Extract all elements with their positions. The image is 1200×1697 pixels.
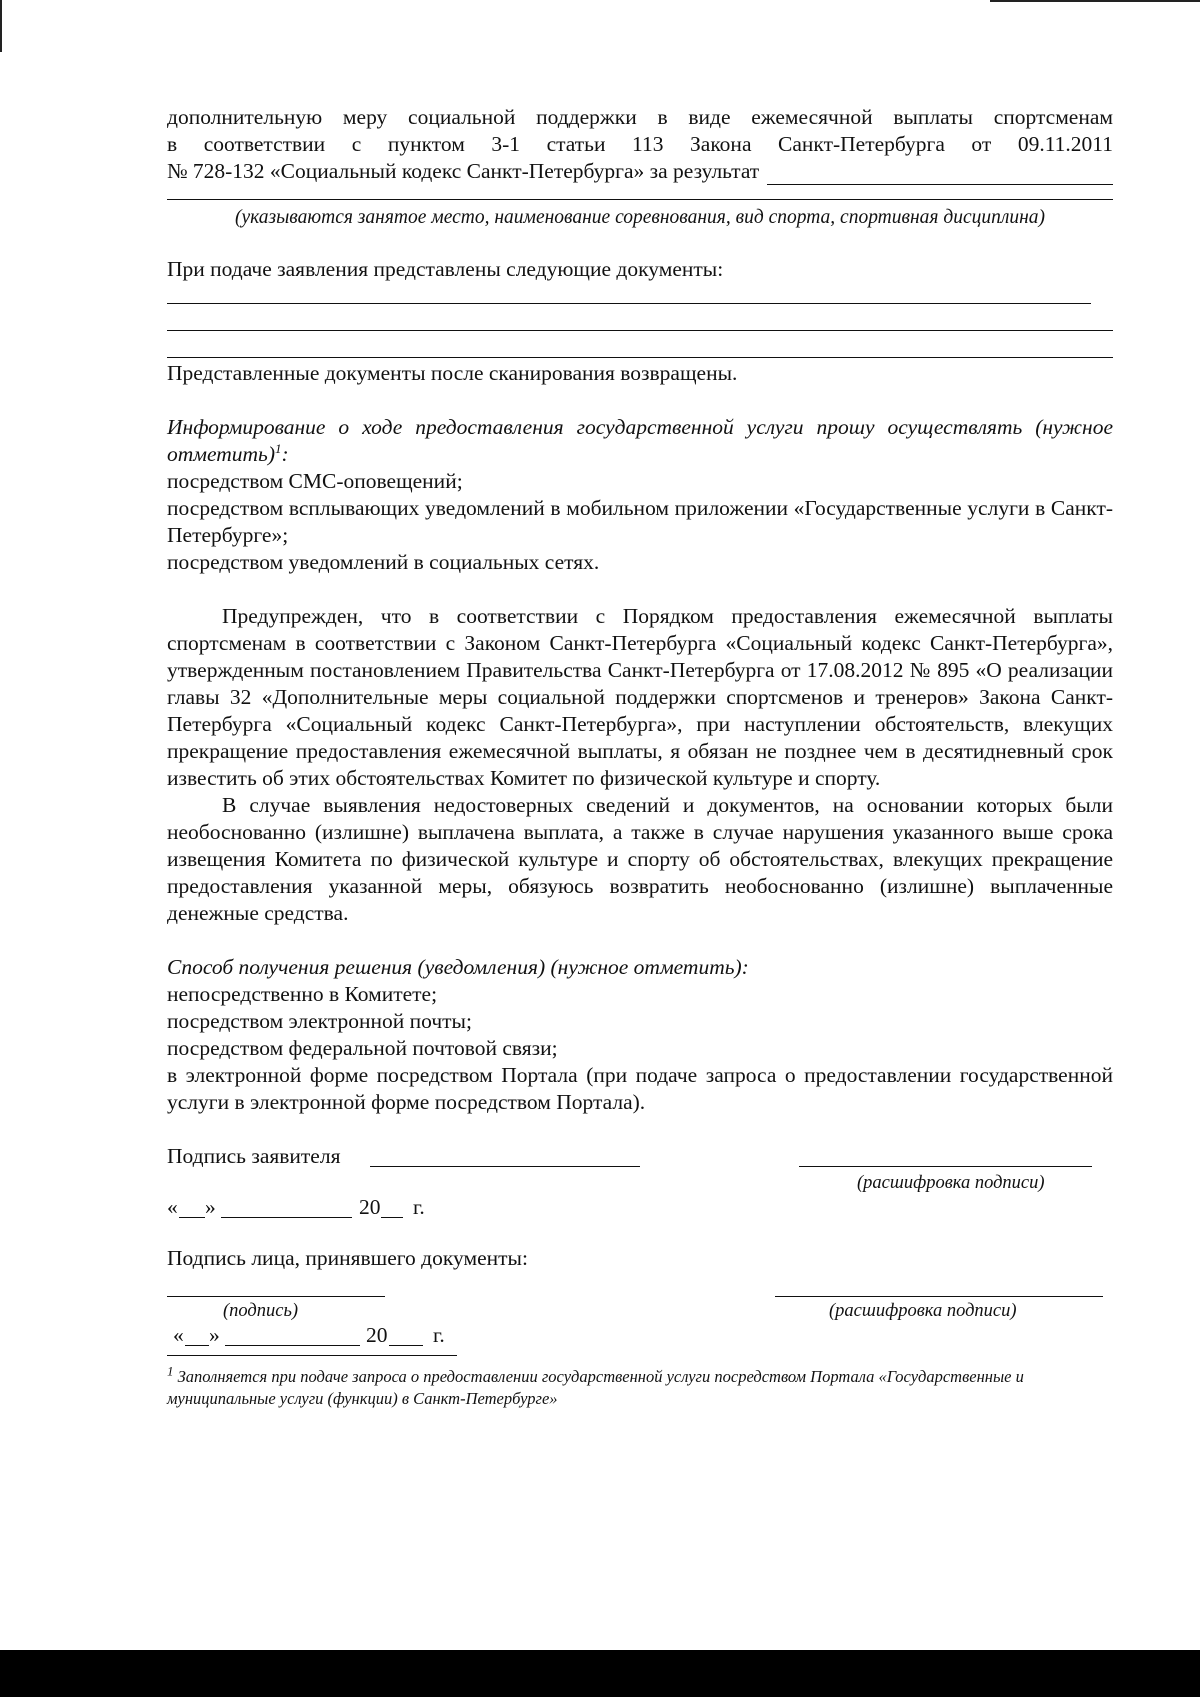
documents-line-1[interactable] [167,303,1091,304]
inform-footnote-mark: 1 [275,440,282,456]
inform-option-social[interactable]: посредством уведомлений в социальных сетях. [167,550,600,574]
warning-paragraph-1: Предупрежден, что в соответствии с Порядком предоставления ежемесячной выплаты спортсменам в соответствии с Законом Санкт-Петербурга «Социальный кодекс Санкт-Петербурга», утвержденным постановлением Правительства Санкт-Петербурга от 17.08.2012 № 895 «О реализации главы 32 «Дополнительные меры социальной поддержки спортсменов и тренеров» Закона Санкт-Петербурга «Социальный кодекс Санкт-Петербурга», при наступлении обстоятельств, влекущих прекращение предоставления ежемесячной выплаты, я обязан не позднее чем в десятидневный срок известить об этих обстоятельствах Комитет по физической культуре и спорту. [167,604,1113,790]
receiver-date-quote-open: « [173,1323,184,1347]
inform-option-sms[interactable]: посредством СМС-оповещений; [167,469,463,493]
footnote-mark: 1 [167,1363,174,1379]
applicant-decode-line[interactable] [799,1148,1092,1167]
documents-returned: Представленные документы после сканирования возвращены. [167,361,738,385]
applicant-signature-row [167,1143,1113,1170]
inform-option-app[interactable]: посредством всплывающих уведомлений в мобильном приложении «Государственные услуги в Санкт-Петербурге»; [167,496,1113,547]
applicant-date-year-prefix: 20 [359,1195,381,1219]
warning-paragraph-2: В случае выявления недостоверных сведений и документов, на основании которых были необоснованно (излишне) выплачена выплата, а также в случае нарушения указанного выше срока извещения Комитета по физической культуре и спорту об обстоятельствах, влекущих прекращение предоставления указанной меры, обязуюсь возвратить необоснованно (излишне) выплаченные денежные средства. [167,793,1113,925]
receiver-date-year-prefix: 20 [366,1323,388,1347]
applicant-date-day-line[interactable] [179,1199,205,1218]
decision-option-email[interactable]: посредством электронной почты; [167,1009,472,1033]
result-input-line-2[interactable] [167,199,1113,200]
header-paragraph [167,104,1113,185]
inform-title-text: Информирование о ходе предоставления государственной услуги прошу осуществлять (нужное отметить) [167,415,1113,466]
documents-line-3[interactable] [167,357,1113,358]
applicant-signature-line[interactable] [370,1148,640,1167]
receiver-decode-hint: (расшифровка подписи) [829,1301,1017,1321]
documents-intro: При подаче заявления представлены следующие документы: [167,257,724,281]
header-line-1: дополнительную меру социальной поддержки в виде ежемесячной выплаты спортсменам [167,105,1113,129]
header-line-3-text: № 728-132 «Социальный кодекс Санкт-Петербурга» за результат [167,159,760,183]
receiver-date-year-line[interactable] [389,1327,423,1346]
footnote [167,1363,1113,1410]
applicant-date-month-line[interactable] [221,1199,352,1218]
applicant-decode-hint: (расшифровка подписи) [857,1173,1045,1193]
header-line-2: в соответствии с пунктом 3-1 статьи 113 Закона Санкт-Петербурга от 09.11.2011 [167,132,1113,156]
inform-title [167,414,1113,468]
decision-option-portal[interactable]: в электронной форме посредством Портала (при подаче запроса о предоставлении государственной услуги в электронной форме посредством Портала). [167,1063,1113,1114]
result-hint: (указываются занятое место, наименование соревнования, вид спорта, спортивная дисциплина) [234,207,1046,228]
applicant-date-year-line[interactable] [381,1199,403,1218]
applicant-signature-label: Подпись заявителя [167,1144,341,1168]
applicant-decode-hint-row [167,1170,1113,1192]
decision-title: Способ получения решения (уведомления) (нужное отметить): [167,955,749,979]
receiver-hints-row [167,1298,1113,1322]
scan-border-left [0,0,2,52]
applicant-date-quote-close: » [205,1195,216,1219]
footnote-text: Заполняется при подаче запроса о предоставлении государственной услуги посредством Портала «Государственные и муниципальные услуги (функции) в Санкт-Петербурге» [167,1367,1024,1408]
receiver-date-row [167,1322,1113,1349]
applicant-date-row [167,1194,1113,1221]
decision-option-post[interactable]: посредством федеральной почтовой связи; [167,1036,558,1060]
receiver-date-month-line[interactable] [225,1327,360,1346]
applicant-date-year-suffix: г. [413,1195,425,1219]
receiver-date-quote-close: » [209,1323,220,1347]
receiver-decode-line[interactable] [775,1278,1103,1297]
footnote-separator [167,1355,457,1356]
result-input-line[interactable] [767,166,1113,185]
decision-option-committee[interactable]: непосредственно в Комитете; [167,982,438,1006]
inform-title-colon: : [281,442,289,466]
receiver-signature-line[interactable] [167,1278,385,1297]
document-page [167,104,1113,1410]
scan-bottom-bar [0,1650,1200,1697]
header-line-3 [167,158,1113,185]
receiver-signature-hint: (подпись) [223,1301,299,1321]
receiver-date-day-line[interactable] [185,1327,209,1346]
documents-line-2[interactable] [167,330,1113,331]
applicant-date-quote-open: « [167,1195,178,1219]
receiver-signature-label: Подпись лица, принявшего документы: [167,1246,528,1270]
receiver-signature-lines-row [167,1278,1113,1298]
scan-border-top [990,0,1200,2]
receiver-date-year-suffix: г. [433,1323,445,1347]
